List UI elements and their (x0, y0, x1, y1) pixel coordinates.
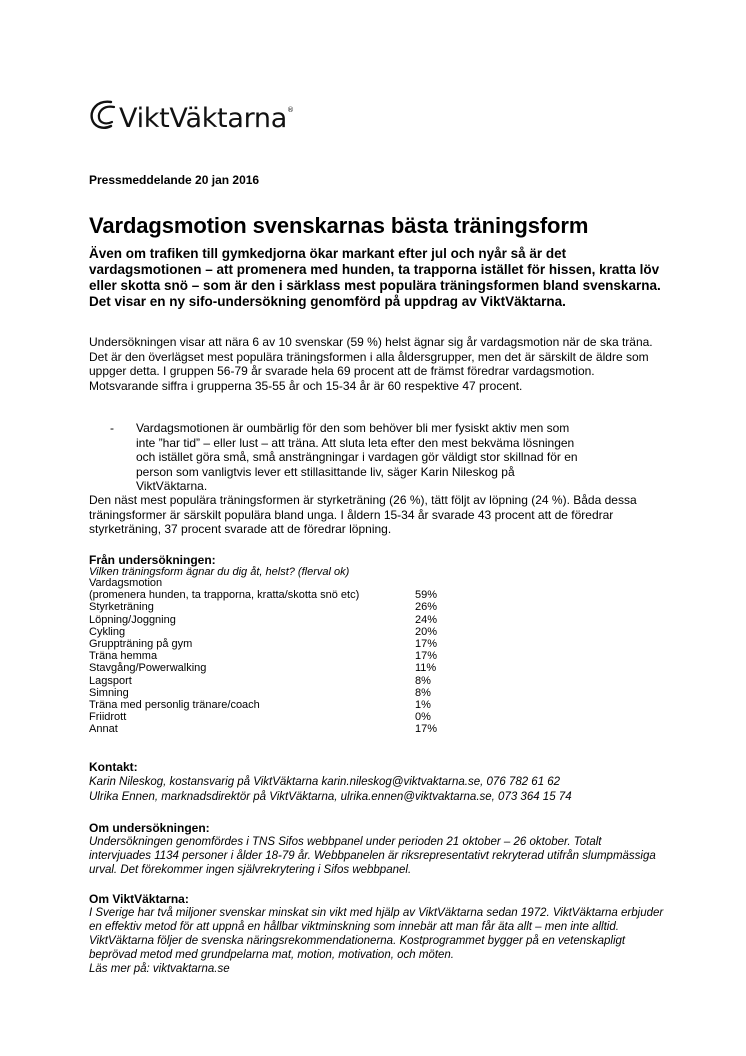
about-brand-heading: Om ViktVäktarna: (89, 892, 189, 906)
about-survey-heading: Om undersökningen: (89, 821, 210, 835)
table-cell-value: 24% (415, 613, 438, 626)
table-cell-label: Gruppträning på gym (89, 638, 193, 651)
table-cell-value: 17% (415, 723, 438, 736)
table-cell-label: Löpning/Joggning (89, 613, 176, 626)
survey-question: Vilken träningsform ägnar du dig åt, helst? (flerval ok) (89, 566, 350, 578)
table-cell-value: 59% (415, 589, 438, 602)
dateline: Pressmeddelande 20 jan 2016 (89, 173, 260, 187)
survey-table (89, 577, 455, 736)
table-cell-label: Lagsport (89, 674, 132, 687)
table-row (89, 577, 455, 589)
table-row (89, 699, 455, 711)
lead-paragraph: Även om trafiken till gymkedjorna ökar markant efter jul och nyår så är det vardagsmotionen – att promenera med hunden, ta trapporna istället för hissen, kratta löv eller skotta snö – som är den i särklass mest populära träningsformen bland svenskarna. Det visar en ny sifo-undersökning genomförd på uppdrag av ViktVäktarna. (89, 246, 661, 309)
table-cell-label: Träna hemma (89, 650, 158, 663)
table-cell-value: 0% (415, 711, 431, 724)
contact-line-2: Ulrika Ennen, marknadsdirektör på ViktVäktarna, ulrika.ennen@viktvaktarna.se, 073 364 15 74 (89, 791, 572, 803)
table-row (89, 650, 455, 662)
table-cell-label: (promenera hunden, ta trapporna, kratta/skotta snö etc) (89, 589, 360, 602)
table-row (89, 626, 455, 638)
table-cell-label: Styrketräning (89, 601, 154, 614)
table-cell-label: Simning (89, 686, 129, 699)
about-survey-text: Undersökningen genomfördes i TNS Sifos webbpanel under perioden 21 oktober – 26 oktober. Totalt intervjuades 1134 personer i ålder 18-79 år. Webbpanelen är riksrepresentativt rekryterad utifrån slumpmässiga urval. Det förekommer ingen självrekrytering i Sifos webbpanel. (89, 836, 656, 876)
body-paragraph-1: Undersökningen visar att nära 6 av 10 svenskar (59 %) helst ägnar sig år vardagsmotion när de ska träna. Det är den överlägset mest populära träningsformen i alla åldersgrupper, men det är särskilt de äldre som uppger detta. I gruppen 56-79 år svarade hela 69 procent att de främst föredrar vardagsmotion. Motsvarande siffra i grupperna 35-55 år och 15-34 år är 60 respektive 47 procent. (89, 335, 653, 393)
about-brand-link[interactable]: Läs mer på: viktvaktarna.se (89, 963, 230, 975)
table-cell-label: Vardagsmotion (89, 577, 163, 589)
about-brand-text: I Sverige har två miljoner svenskar minskat sin vikt med hjälp av ViktVäktarna sedan 1972. ViktVäktarna erbjuder en effektiv metod för att uppnå en hållbar viktminskning som innebär att man får äta allt – men inte alltid. ViktVäktarna följer de svenska näringsrekommendationerna. Kostprogrammet bygger på en vetenskapligt beprövad metod med grundpelarna mat, motion, motivation, och möten. (89, 907, 664, 961)
quote-text: Vardagsmotionen är oumbärlig för den som behöver bli mer fysiskt aktiv men som inte ”har tid” – eller lust – att träna. Att sluta leta efter den mest bekväma lösningen och istället göra små, små ansträngningar i vardagen gör väldigt stor skillnad för en person som vanligtvis lever ett stillasittande liv, säger Karin Nileskog på ViktVäktarna. (136, 421, 578, 493)
table-row (89, 589, 455, 601)
table-cell-value: 17% (415, 650, 438, 663)
contact-line-1: Karin Nileskog, kostansvarig på ViktVäktarna karin.nileskog@viktvaktarna.se, 076 782 61 62 (89, 776, 561, 788)
page-title: Vardagsmotion svenskarnas bästa träningsform (89, 213, 589, 238)
table-cell-label: Träna med personlig tränare/coach (89, 699, 260, 712)
table-cell-label: Cykling (89, 625, 126, 638)
quote-dash: - (110, 421, 114, 435)
survey-heading: Från undersökningen: (89, 553, 216, 567)
table-cell-value: 8% (415, 674, 431, 687)
brand-logo (89, 86, 294, 132)
table-cell-value: 11% (415, 662, 437, 675)
contact-heading: Kontakt: (89, 760, 138, 774)
table-row (89, 675, 455, 687)
brand-name: ViktVäktarna® (119, 103, 294, 134)
table-cell-label: Stavgång/Powerwalking (89, 662, 207, 675)
table-row (89, 723, 455, 735)
table-row (89, 601, 455, 613)
table-cell-value: 17% (415, 638, 438, 651)
table-cell-label: Friidrott (89, 711, 127, 724)
table-cell-value: 1% (415, 699, 431, 712)
table-cell-value: 20% (415, 625, 438, 638)
quote-block (110, 421, 580, 494)
brand-swirl-icon (89, 98, 119, 132)
table-cell-value: 26% (415, 601, 438, 614)
table-row (89, 711, 455, 723)
table-row (89, 614, 455, 626)
table-cell-label: Annat (89, 723, 118, 736)
table-row (89, 662, 455, 674)
table-row (89, 638, 455, 650)
table-row (89, 687, 455, 699)
body-paragraph-2: Den näst mest populära träningsformen är styrketräning (26 %), tätt följt av löpning (24 %). Båda dessa träningsformer är särskilt populära bland unga. I åldern 15-34 år svarade 43 procent att de föredrar styrketräning, 37 procent svarade att de föredrar löpning. (89, 493, 637, 536)
registered-mark: ® (286, 106, 294, 114)
table-cell-value: 8% (415, 686, 431, 699)
